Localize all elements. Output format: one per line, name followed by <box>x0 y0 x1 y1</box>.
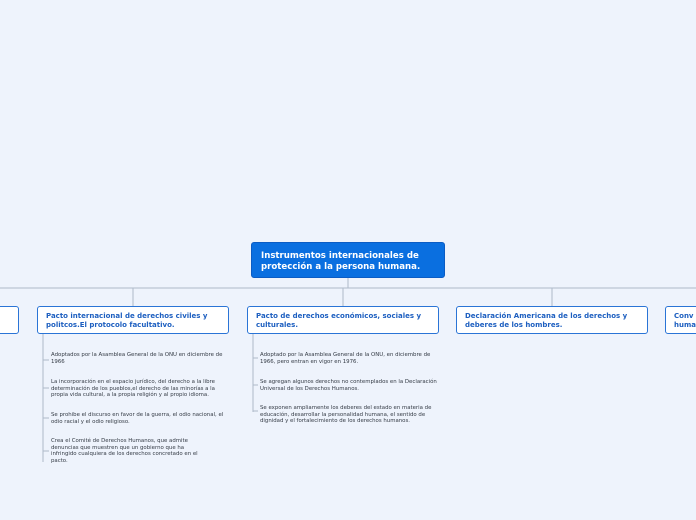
leaf-item[interactable]: Adoptados por la Asamblea General de la ONU en diciembre de 1966 <box>51 352 223 365</box>
leaf-item[interactable]: Se prohibe el discurso en favor de la guerra, el odio nacional, el odio racial y el odio religioso. <box>51 412 224 425</box>
leaf-item[interactable]: Se agregan algunos derechos no contemplados en la Declaración Universal de los Derechos Humanos. <box>260 379 437 392</box>
root-title: Instrumentos internacionales de protección a la persona humana. <box>261 251 421 272</box>
root-node[interactable] <box>251 242 445 278</box>
branch-title-line2: huma <box>674 320 696 329</box>
branch-title-line1: Conv <box>674 312 694 320</box>
branch-title: Pacto internacional de derechos civiles y politcos.El protocolo facultativo. <box>46 312 208 329</box>
branch-node-pacto-civiles[interactable] <box>37 306 229 334</box>
leaf-item[interactable]: La incorporación en el espacio jurídico, del derecho a la libre determinación de los pueblos,el derecho de las minorías a la propia vida cultural, a la propia religión y al propio idioma. <box>51 379 215 399</box>
branch-node-partial-left[interactable] <box>0 306 19 334</box>
branch-node-pacto-economicos[interactable] <box>247 306 439 334</box>
leaf-item[interactable]: Adoptado por la Asamblea General de la ONU, en diciembre de 1966, pero entran en vigor en 1976. <box>260 352 431 365</box>
branch-title: Declaración Americana de los derechos y deberes de los hombres. <box>465 312 628 329</box>
leaf-item[interactable]: Crea el Comité de Derechos Humanos, que admite denuncias que muestren que un gobierno que ha infringido cualquiera de los derechos concretado en el pacto. <box>51 438 198 464</box>
branch-node-declaracion-americana[interactable] <box>456 306 648 334</box>
branch-node-partial-right[interactable] <box>665 306 696 334</box>
leaf-item[interactable]: Se exponen ampliamente los deberes del estado en materia de educación, desarrollar la personalidad humana, el sentido de dignidad y el fortalecimiento de los derechos humanos. <box>260 405 432 425</box>
branch-title: Pacto de derechos económicos, sociales y culturales. <box>256 312 422 329</box>
